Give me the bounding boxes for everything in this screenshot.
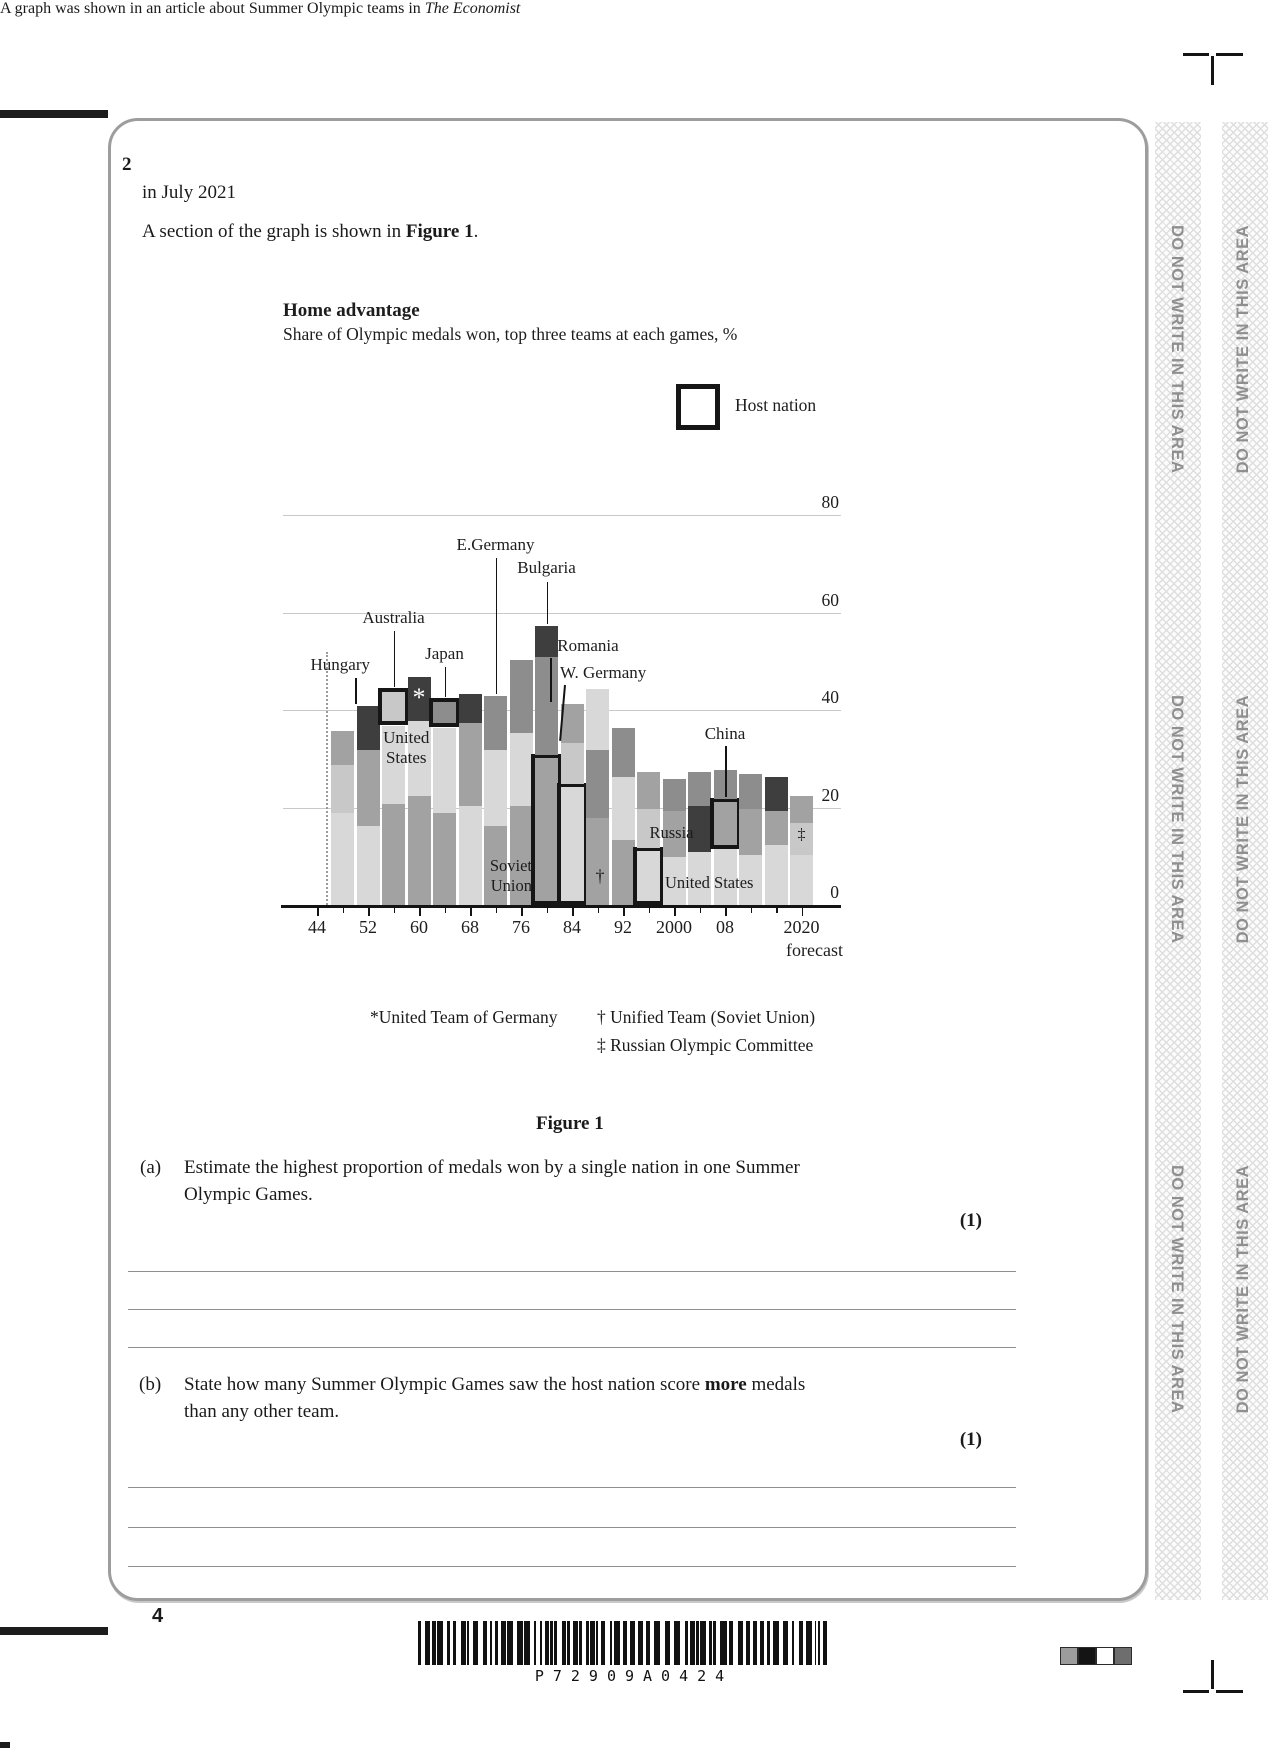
barcode-text: P72909A0424 (534, 1667, 734, 1685)
y-tick-label-80: 80 (821, 492, 839, 512)
annotation-line-hungary (355, 678, 357, 704)
margin-strip-inner (1155, 122, 1201, 1600)
part-b-bold-more: more (704, 1374, 747, 1395)
barcode-bar (473, 1621, 478, 1665)
y-tick-label-0: 0 (830, 882, 839, 902)
answer-line[interactable] (128, 1347, 1016, 1348)
do-not-write-label: DO NOT WRITE IN THIS AREA (1168, 695, 1186, 944)
part-b-marks: (1) (959, 1429, 982, 1450)
bar-1980-segment-bulgaria (535, 625, 558, 658)
bar-1992-segment-united-states (612, 776, 635, 840)
x-tick (700, 907, 702, 913)
bar-1956-segment-soviet-union (382, 803, 405, 905)
barcode-bar (799, 1621, 804, 1665)
bar-2012-segment-russia (739, 773, 762, 808)
x-tick (317, 907, 319, 916)
x-tick (572, 907, 574, 916)
barcode-bar (586, 1621, 589, 1665)
barcode-bar (418, 1621, 421, 1665)
bar-2000-segment-china (663, 778, 686, 811)
x-tick (598, 907, 600, 913)
intro-text: A graph was shown in an article about Summer Olympic teams in (0, 0, 425, 17)
barcode-bar (709, 1621, 712, 1665)
part-a-label: (a) (140, 1157, 162, 1178)
barcode-bar (596, 1621, 598, 1665)
barcode-bar (818, 1621, 821, 1665)
barcode-bar (540, 1621, 542, 1665)
x-axis (281, 905, 841, 908)
bar-1960-segment-soviet-union (408, 795, 431, 905)
x-tick (547, 907, 549, 913)
annotation-line-e-germany (496, 558, 498, 694)
bar-1968-segment-united-states (459, 805, 482, 905)
registration-mark-icon (1216, 1690, 1243, 1693)
x-tick-label-2000: 2000 (656, 917, 692, 937)
bar-1968-segment-soviet-union (459, 722, 482, 806)
barcode-bar (517, 1621, 523, 1665)
bar-1988-segment-soviet-union (586, 817, 609, 905)
barcode-bar (806, 1621, 812, 1665)
print-bar-top-left (0, 110, 108, 118)
barcode-bar (646, 1621, 649, 1665)
bar-1956-segment-australia-host (378, 688, 409, 725)
x-tick (445, 907, 447, 913)
x-tick (776, 907, 778, 913)
footnote-united-team-germany: *United Team of Germany (370, 1007, 558, 1027)
do-not-write-label: DO NOT WRITE IN THIS AREA (1168, 225, 1186, 474)
color-calibration-square (1078, 1647, 1096, 1665)
bar-1964-segment-united-states (433, 727, 456, 813)
bar-1964-segment-soviet-union (433, 812, 456, 905)
x-tick (419, 907, 421, 916)
section-period: . (473, 221, 479, 242)
bar-2016-segment-united-states (765, 844, 788, 905)
barcode-bar (665, 1621, 670, 1665)
bar-1988-segment-east-germany (586, 749, 609, 818)
annotation-label-china: China (704, 724, 746, 743)
barcode-bar (674, 1621, 680, 1665)
x-tick-label-92: 92 (614, 917, 632, 937)
barcode (418, 1621, 850, 1687)
barcode-bar (590, 1621, 594, 1665)
barcode-bar (562, 1621, 566, 1665)
question-number: 2 (122, 154, 132, 175)
barcode-bar (453, 1621, 456, 1665)
bar-1992-segment-unified-team (612, 839, 635, 905)
inline-label-united-states: United States (665, 873, 754, 892)
barcode-bar (554, 1621, 558, 1665)
registration-mark-icon (1211, 1660, 1214, 1689)
inline-label-soviet-union: Soviet Union (489, 856, 532, 895)
barcode-bar (767, 1621, 770, 1665)
do-not-write-label: DO NOT WRITE IN THIS AREA (1234, 695, 1252, 944)
barcode-bar (550, 1621, 553, 1665)
barcode-bar (638, 1621, 644, 1665)
chart-title: Home advantage (283, 300, 420, 321)
bar-1984-segment-romania (561, 703, 584, 743)
barcode-bar (567, 1621, 570, 1665)
figure-ref-bold: Figure 1 (405, 221, 474, 242)
registration-mark-icon (1183, 53, 1209, 56)
barcode-bar (545, 1621, 549, 1665)
bar-1968-segment-hungary (459, 693, 482, 723)
bar-1964-segment-japan-host (429, 698, 460, 727)
color-calibration-square (1114, 1647, 1132, 1665)
barcode-bar (792, 1621, 794, 1665)
bar-1948-segment-sweden (331, 764, 354, 814)
x-tick-label-52: 52 (359, 917, 377, 937)
annotation-line-australia (394, 631, 396, 687)
registration-mark-icon (1183, 1690, 1209, 1693)
do-not-write-label: DO NOT WRITE IN THIS AREA (1234, 1165, 1252, 1414)
x-tick (521, 907, 523, 916)
barcode-bar (685, 1621, 688, 1665)
figure-1-chart (283, 300, 849, 985)
x-tick-label-76: 76 (512, 917, 530, 937)
bar-1984-segment-west-germany (561, 742, 584, 784)
y-tick-label-40: 40 (821, 687, 839, 707)
barcode-bar (573, 1621, 578, 1665)
print-bar-bottom-left (0, 1627, 108, 1635)
barcode-bar (696, 1621, 699, 1665)
margin-strip-outer (1222, 122, 1268, 1600)
annotation-line-japan (445, 667, 447, 697)
barcode-bar (690, 1621, 695, 1665)
y-tick-label-60: 60 (821, 589, 839, 610)
x-tick (343, 907, 345, 913)
bar-2020-segment-china (790, 795, 813, 823)
bar-1996-segment-russia (637, 771, 660, 809)
barcode-bar (467, 1621, 469, 1665)
answer-line[interactable] (128, 1271, 1016, 1272)
barcode-bar (425, 1621, 429, 1665)
do-not-write-label: DO NOT WRITE IN THIS AREA (1234, 225, 1252, 474)
print-nub-corner (0, 1742, 10, 1748)
bar-2020-segment-united-states (790, 854, 813, 905)
gridline-80 (283, 515, 841, 516)
question-intro-line2: in July 2021 (142, 182, 236, 203)
part-b-text-line2: than any other team. (184, 1401, 340, 1422)
barcode-bar (630, 1621, 635, 1665)
bar-1952-segment-united-states (357, 825, 380, 905)
barcode-bar (623, 1621, 628, 1665)
x-tick-label-68: 68 (461, 917, 479, 937)
barcode-bar (746, 1621, 750, 1665)
bar-1948-segment-france (331, 730, 354, 765)
annotation-line-romania (550, 658, 552, 702)
barcode-bar (773, 1621, 779, 1665)
section-text: A section of the graph is shown in (142, 221, 406, 242)
color-calibration-square (1096, 1647, 1114, 1665)
annotation-label-japan: Japan (425, 644, 464, 663)
question-intro-line1 (0, 0, 1268, 18)
barcode-bar (713, 1621, 715, 1665)
barcode-bar (524, 1621, 530, 1665)
annotation-label-romania: Romania (557, 636, 619, 655)
glyph-double-dagger: ‡ (797, 825, 806, 843)
barcode-bar (437, 1621, 443, 1665)
chart-subtitle: Share of Olympic medals won, top three teams at each games, % (283, 324, 738, 344)
x-tick-sublabel-forecast: forecast (786, 940, 843, 960)
barcode-bar (654, 1621, 660, 1665)
barcode-bar (461, 1621, 466, 1665)
annotation-label-e-germany: E.Germany (456, 535, 535, 554)
part-b-label: (b) (139, 1374, 162, 1395)
x-tick (623, 907, 625, 916)
x-tick-label-44: 44 (308, 917, 326, 937)
barcode-bar (490, 1621, 492, 1665)
part-a-text-line1: Estimate the highest proportion of medals won by a single nation in one Summer (184, 1157, 800, 1178)
x-tick (751, 907, 753, 913)
x-tick (496, 907, 498, 913)
barcode-bar (760, 1621, 764, 1665)
host-nation-legend-label: Host nation (735, 395, 817, 415)
barcode-bar (753, 1621, 757, 1665)
footnote-unified-team: † Unified Team (Soviet Union) (597, 1007, 816, 1027)
barcode-bar (534, 1621, 536, 1665)
barcode-bar (501, 1621, 506, 1665)
bar-1976-segment-united-states (510, 732, 533, 806)
x-tick (394, 907, 396, 913)
intro-source-italic: The Economist (424, 0, 521, 17)
barcode-bar (610, 1621, 613, 1665)
x-tick (470, 907, 472, 916)
host-nation-legend-swatch (676, 384, 720, 430)
bar-1952-segment-soviet-union (357, 749, 380, 826)
annotation-label-w-germany: W. Germany (560, 663, 647, 682)
barcode-bar (720, 1621, 726, 1665)
x-tick-label-60: 60 (410, 917, 428, 937)
barcode-bar (507, 1621, 513, 1665)
part-b-text-post: medals (746, 1374, 806, 1395)
annotation-label-bulgaria: Bulgaria (517, 558, 576, 577)
answer-line[interactable] (128, 1566, 1016, 1567)
bar-1972-segment-east-germany (484, 695, 507, 750)
annotation-label-australia: Australia (362, 608, 425, 627)
color-calibration-square (1060, 1647, 1078, 1665)
inline-label-united-states: United States (383, 728, 430, 767)
do-not-write-label: DO NOT WRITE IN THIS AREA (1168, 1165, 1186, 1414)
barcode-bar (815, 1621, 817, 1665)
answer-line[interactable] (128, 1487, 1016, 1488)
barcode-bar (738, 1621, 743, 1665)
answer-line[interactable] (128, 1309, 1016, 1310)
x-tick-label-08: 08 (716, 917, 734, 937)
bar-2004-segment-china (688, 771, 711, 806)
bar-2012-segment-china (739, 808, 762, 855)
figure-caption: Figure 1 (536, 1113, 604, 1134)
bar-1972-segment-united-states (484, 749, 507, 826)
inline-label-†: † (595, 866, 605, 886)
y-tick-label-20: 20 (821, 784, 839, 805)
answer-line[interactable] (128, 1527, 1016, 1528)
bar-1992-segment-germany (612, 727, 635, 777)
barcode-bar (700, 1621, 706, 1665)
registration-mark-icon (1216, 53, 1243, 56)
bar-1976-segment-east-germany (510, 659, 533, 733)
barcode-bar (614, 1621, 620, 1665)
bar-1980-segment-east-germany (535, 656, 558, 755)
barcode-bar (823, 1621, 827, 1665)
barcode-bar (601, 1621, 605, 1665)
x-tick (649, 907, 651, 913)
x-tick-label-84: 84 (563, 917, 581, 937)
bar-1996-segment-united-states-host (633, 847, 664, 906)
annotation-line-bulgaria (547, 582, 549, 624)
x-tick-label-2020: 2020 (783, 917, 820, 937)
x-tick (802, 907, 804, 916)
inline-label-russia: Russia (649, 823, 694, 842)
barcode-bar (432, 1621, 436, 1665)
bar-2008-segment-china-host (710, 798, 741, 849)
bar-1948-segment-united-states (331, 812, 354, 905)
footnote-russian-olympic-committee: ‡ Russian Olympic Committee (597, 1035, 814, 1055)
bar-2016-segment-china (765, 810, 788, 845)
annotation-label-hungary: Hungary (310, 655, 370, 674)
x-tick (674, 907, 676, 916)
registration-mark-icon (1211, 56, 1214, 85)
part-a-marks: (1) (959, 1210, 982, 1231)
part-b-text: State how many Summer Olympic Games saw the host nation score (184, 1374, 705, 1395)
bar-2016-segment-great-britain (765, 776, 788, 811)
section-line (142, 220, 478, 244)
barcode-bar (447, 1621, 450, 1665)
bar-1988-segment-united-states (586, 688, 609, 750)
cancelled-games-dashed-line (326, 652, 328, 906)
glyph-asterisk: * (412, 682, 426, 712)
bar-1952-segment-hungary (357, 705, 380, 750)
part-b-text-line1 (184, 1373, 805, 1397)
part-a-text-line2: Olympic Games. (184, 1184, 313, 1205)
barcode-bar (483, 1621, 487, 1665)
x-tick (725, 907, 727, 916)
barcode-bar (783, 1621, 787, 1665)
barcode-bar (729, 1621, 733, 1665)
x-tick (368, 907, 370, 916)
bar-1984-segment-united-states-host (557, 783, 588, 905)
annotation-line-china (725, 746, 727, 797)
barcode-bar (579, 1621, 582, 1665)
barcode-bar (495, 1621, 498, 1665)
page-number: 4 (152, 1605, 164, 1627)
